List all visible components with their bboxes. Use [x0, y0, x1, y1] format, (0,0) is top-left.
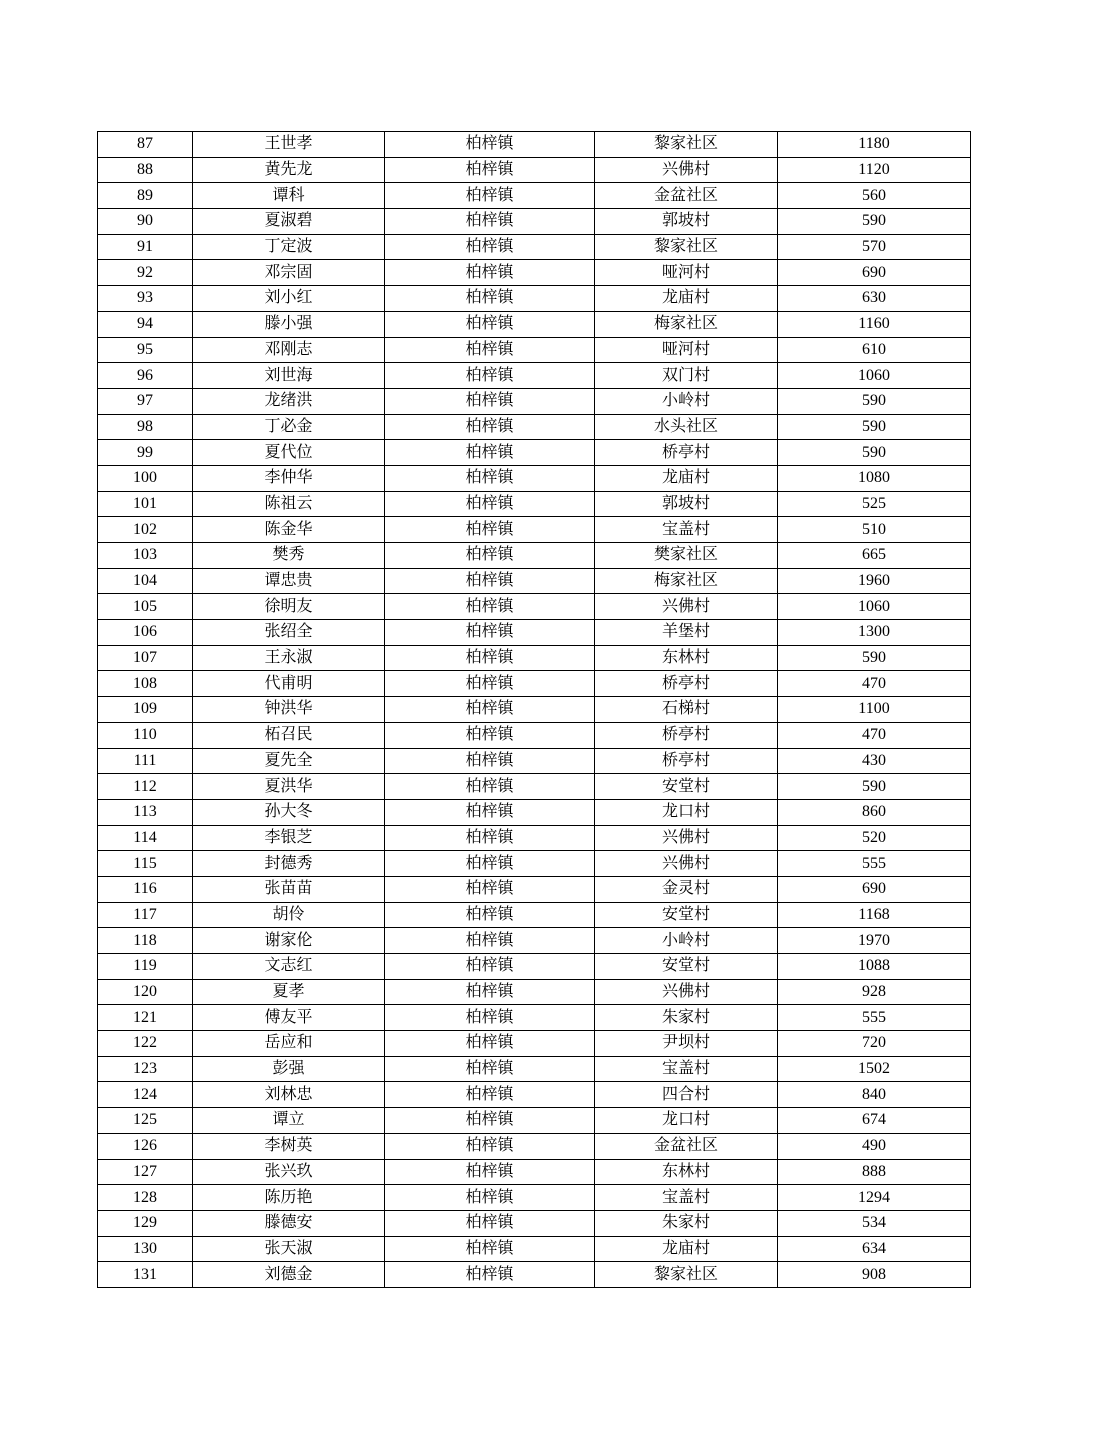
table-cell-town: 柏梓镇 — [385, 594, 595, 620]
table-cell-village: 桥亭村 — [595, 722, 778, 748]
table-cell-village: 双门村 — [595, 363, 778, 389]
table-cell-village: 桥亭村 — [595, 748, 778, 774]
table-cell-no: 101 — [98, 491, 193, 517]
table-row — [98, 979, 971, 1005]
table-cell-town: 柏梓镇 — [385, 1236, 595, 1262]
table-cell-town: 柏梓镇 — [385, 311, 595, 337]
table-cell-village: 四合村 — [595, 1082, 778, 1108]
table-cell-no: 124 — [98, 1082, 193, 1108]
table-cell-name: 柘召民 — [193, 722, 385, 748]
table-cell-name: 文志红 — [193, 954, 385, 980]
table-cell-no: 100 — [98, 465, 193, 491]
table-cell-village: 桥亭村 — [595, 671, 778, 697]
table-cell-name: 傅友平 — [193, 1005, 385, 1031]
table-cell-town: 柏梓镇 — [385, 286, 595, 312]
table-cell-amount: 470 — [778, 722, 971, 748]
table-cell-amount: 908 — [778, 1262, 971, 1288]
table-cell-no: 104 — [98, 568, 193, 594]
table-cell-name: 刘小红 — [193, 286, 385, 312]
table-cell-name: 钟洪华 — [193, 697, 385, 723]
table-cell-name: 王世孝 — [193, 132, 385, 158]
table-cell-no: 93 — [98, 286, 193, 312]
table-cell-name: 谢家伦 — [193, 928, 385, 954]
table-cell-no: 120 — [98, 979, 193, 1005]
table-cell-name: 孙大冬 — [193, 799, 385, 825]
table-cell-town: 柏梓镇 — [385, 1133, 595, 1159]
table-cell-no: 96 — [98, 363, 193, 389]
table-cell-village: 安堂村 — [595, 954, 778, 980]
table-cell-name: 谭科 — [193, 183, 385, 209]
table-row — [98, 722, 971, 748]
table-row — [98, 928, 971, 954]
table-row — [98, 543, 971, 569]
table-cell-village: 尹坝村 — [595, 1031, 778, 1057]
table-cell-amount: 1160 — [778, 311, 971, 337]
table-cell-town: 柏梓镇 — [385, 440, 595, 466]
table-cell-amount: 555 — [778, 1005, 971, 1031]
table-cell-amount: 1088 — [778, 954, 971, 980]
table-row — [98, 954, 971, 980]
table-cell-amount: 860 — [778, 799, 971, 825]
table-cell-village: 梅家社区 — [595, 311, 778, 337]
table-cell-village: 金盆社区 — [595, 183, 778, 209]
table-cell-name: 谭立 — [193, 1108, 385, 1134]
table-cell-name: 黄先龙 — [193, 157, 385, 183]
table-row — [98, 1236, 971, 1262]
table-cell-name: 滕小强 — [193, 311, 385, 337]
table-cell-name: 丁定波 — [193, 234, 385, 260]
table-cell-town: 柏梓镇 — [385, 337, 595, 363]
table-cell-town: 柏梓镇 — [385, 748, 595, 774]
table-cell-town: 柏梓镇 — [385, 363, 595, 389]
table-row — [98, 774, 971, 800]
table-cell-amount: 470 — [778, 671, 971, 697]
table-cell-amount: 490 — [778, 1133, 971, 1159]
table-cell-no: 107 — [98, 645, 193, 671]
table-cell-amount: 1960 — [778, 568, 971, 594]
table-cell-town: 柏梓镇 — [385, 979, 595, 1005]
table-cell-name: 夏先全 — [193, 748, 385, 774]
table-cell-village: 小岭村 — [595, 928, 778, 954]
table-cell-name: 龙绪洪 — [193, 388, 385, 414]
table-cell-amount: 430 — [778, 748, 971, 774]
records-table-body — [98, 132, 971, 1288]
table-row — [98, 363, 971, 389]
table-row — [98, 260, 971, 286]
table-cell-amount: 1100 — [778, 697, 971, 723]
table-cell-no: 89 — [98, 183, 193, 209]
table-cell-amount: 1502 — [778, 1056, 971, 1082]
table-cell-name: 夏代位 — [193, 440, 385, 466]
table-cell-town: 柏梓镇 — [385, 928, 595, 954]
table-cell-name: 樊秀 — [193, 543, 385, 569]
table-cell-village: 兴佛村 — [595, 851, 778, 877]
table-cell-amount: 1180 — [778, 132, 971, 158]
table-row — [98, 414, 971, 440]
table-cell-no: 121 — [98, 1005, 193, 1031]
table-row — [98, 286, 971, 312]
table-cell-village: 兴佛村 — [595, 979, 778, 1005]
table-cell-town: 柏梓镇 — [385, 465, 595, 491]
table-row — [98, 388, 971, 414]
table-row — [98, 209, 971, 235]
table-row — [98, 1262, 971, 1288]
table-row — [98, 568, 971, 594]
table-cell-village: 龙口村 — [595, 1108, 778, 1134]
table-cell-no: 112 — [98, 774, 193, 800]
table-cell-town: 柏梓镇 — [385, 1082, 595, 1108]
table-row — [98, 132, 971, 158]
table-cell-name: 王永淑 — [193, 645, 385, 671]
table-cell-amount: 840 — [778, 1082, 971, 1108]
table-cell-village: 黎家社区 — [595, 1262, 778, 1288]
table-cell-no: 129 — [98, 1210, 193, 1236]
table-cell-amount: 1294 — [778, 1185, 971, 1211]
table-cell-village: 东林村 — [595, 1159, 778, 1185]
table-cell-amount: 560 — [778, 183, 971, 209]
table-cell-no: 116 — [98, 876, 193, 902]
table-cell-village: 水头社区 — [595, 414, 778, 440]
table-cell-town: 柏梓镇 — [385, 774, 595, 800]
table-cell-name: 丁必金 — [193, 414, 385, 440]
table-cell-name: 李树英 — [193, 1133, 385, 1159]
table-cell-town: 柏梓镇 — [385, 697, 595, 723]
table-cell-village: 朱家村 — [595, 1005, 778, 1031]
table-cell-village: 兴佛村 — [595, 594, 778, 620]
table-cell-amount: 634 — [778, 1236, 971, 1262]
table-cell-amount: 1120 — [778, 157, 971, 183]
table-cell-amount: 525 — [778, 491, 971, 517]
table-cell-town: 柏梓镇 — [385, 799, 595, 825]
table-cell-name: 李银芝 — [193, 825, 385, 851]
table-cell-no: 88 — [98, 157, 193, 183]
table-row — [98, 671, 971, 697]
table-cell-no: 123 — [98, 1056, 193, 1082]
table-cell-name: 邓宗固 — [193, 260, 385, 286]
table-cell-village: 宝盖村 — [595, 517, 778, 543]
table-cell-amount: 888 — [778, 1159, 971, 1185]
table-cell-town: 柏梓镇 — [385, 1056, 595, 1082]
table-cell-village: 黎家社区 — [595, 234, 778, 260]
table-cell-amount: 570 — [778, 234, 971, 260]
table-cell-name: 张兴玖 — [193, 1159, 385, 1185]
table-row — [98, 799, 971, 825]
table-cell-no: 114 — [98, 825, 193, 851]
table-row — [98, 825, 971, 851]
table-cell-town: 柏梓镇 — [385, 388, 595, 414]
table-row — [98, 697, 971, 723]
table-row — [98, 620, 971, 646]
table-cell-no: 106 — [98, 620, 193, 646]
table-cell-village: 羊堡村 — [595, 620, 778, 646]
table-cell-no: 125 — [98, 1108, 193, 1134]
table-cell-amount: 928 — [778, 979, 971, 1005]
table-cell-name: 代甫明 — [193, 671, 385, 697]
table-cell-no: 131 — [98, 1262, 193, 1288]
table-cell-town: 柏梓镇 — [385, 722, 595, 748]
table-cell-name: 岳应和 — [193, 1031, 385, 1057]
table-cell-amount: 665 — [778, 543, 971, 569]
table-row — [98, 876, 971, 902]
table-row — [98, 1056, 971, 1082]
table-cell-village: 龙庙村 — [595, 286, 778, 312]
table-cell-village: 朱家村 — [595, 1210, 778, 1236]
table-cell-town: 柏梓镇 — [385, 491, 595, 517]
table-cell-name: 刘德金 — [193, 1262, 385, 1288]
table-row — [98, 851, 971, 877]
table-cell-village: 哑河村 — [595, 260, 778, 286]
table-cell-no: 126 — [98, 1133, 193, 1159]
table-cell-no: 109 — [98, 697, 193, 723]
table-row — [98, 183, 971, 209]
table-cell-village: 哑河村 — [595, 337, 778, 363]
table-cell-town: 柏梓镇 — [385, 414, 595, 440]
table-cell-village: 安堂村 — [595, 902, 778, 928]
table-cell-town: 柏梓镇 — [385, 543, 595, 569]
table-cell-village: 东林村 — [595, 645, 778, 671]
table-cell-town: 柏梓镇 — [385, 1185, 595, 1211]
table-cell-no: 108 — [98, 671, 193, 697]
table-cell-village: 兴佛村 — [595, 825, 778, 851]
table-cell-name: 谭忠贵 — [193, 568, 385, 594]
table-cell-town: 柏梓镇 — [385, 645, 595, 671]
table-cell-village: 宝盖村 — [595, 1185, 778, 1211]
table-row — [98, 902, 971, 928]
table-cell-name: 陈历艳 — [193, 1185, 385, 1211]
table-cell-no: 92 — [98, 260, 193, 286]
table-row — [98, 465, 971, 491]
table-cell-town: 柏梓镇 — [385, 825, 595, 851]
table-cell-village: 郭坡村 — [595, 491, 778, 517]
table-cell-name: 彭强 — [193, 1056, 385, 1082]
table-cell-no: 99 — [98, 440, 193, 466]
table-cell-name: 夏洪华 — [193, 774, 385, 800]
table-cell-town: 柏梓镇 — [385, 1159, 595, 1185]
table-cell-village: 郭坡村 — [595, 209, 778, 235]
table-cell-town: 柏梓镇 — [385, 260, 595, 286]
table-cell-name: 刘林忠 — [193, 1082, 385, 1108]
table-cell-village: 龙口村 — [595, 799, 778, 825]
table-cell-amount: 720 — [778, 1031, 971, 1057]
table-cell-village: 石梯村 — [595, 697, 778, 723]
table-row — [98, 157, 971, 183]
table-cell-amount: 534 — [778, 1210, 971, 1236]
table-row — [98, 517, 971, 543]
table-cell-no: 91 — [98, 234, 193, 260]
table-cell-name: 刘世海 — [193, 363, 385, 389]
table-row — [98, 234, 971, 260]
table-cell-amount: 1300 — [778, 620, 971, 646]
table-cell-village: 金灵村 — [595, 876, 778, 902]
table-row — [98, 1185, 971, 1211]
table-cell-name: 滕德安 — [193, 1210, 385, 1236]
table-cell-name: 胡伶 — [193, 902, 385, 928]
table-cell-amount: 590 — [778, 774, 971, 800]
table-cell-amount: 555 — [778, 851, 971, 877]
table-cell-no: 95 — [98, 337, 193, 363]
table-row — [98, 440, 971, 466]
table-cell-amount: 674 — [778, 1108, 971, 1134]
table-row — [98, 594, 971, 620]
table-cell-amount: 610 — [778, 337, 971, 363]
table-cell-amount: 590 — [778, 440, 971, 466]
table-cell-no: 97 — [98, 388, 193, 414]
table-cell-village: 龙庙村 — [595, 465, 778, 491]
table-cell-amount: 630 — [778, 286, 971, 312]
table-cell-name: 封德秀 — [193, 851, 385, 877]
table-cell-town: 柏梓镇 — [385, 671, 595, 697]
table-cell-name: 陈金华 — [193, 517, 385, 543]
table-cell-amount: 510 — [778, 517, 971, 543]
table-cell-amount: 690 — [778, 260, 971, 286]
table-row — [98, 1133, 971, 1159]
table-cell-amount: 590 — [778, 414, 971, 440]
table-row — [98, 645, 971, 671]
table-cell-amount: 590 — [778, 388, 971, 414]
table-cell-no: 98 — [98, 414, 193, 440]
table-cell-no: 105 — [98, 594, 193, 620]
table-cell-town: 柏梓镇 — [385, 1005, 595, 1031]
table-row — [98, 337, 971, 363]
table-cell-no: 118 — [98, 928, 193, 954]
table-cell-amount: 590 — [778, 645, 971, 671]
table-cell-no: 110 — [98, 722, 193, 748]
table-cell-town: 柏梓镇 — [385, 1108, 595, 1134]
table-cell-no: 117 — [98, 902, 193, 928]
table-row — [98, 1210, 971, 1236]
table-cell-name: 李仲华 — [193, 465, 385, 491]
table-cell-no: 94 — [98, 311, 193, 337]
table-cell-town: 柏梓镇 — [385, 1210, 595, 1236]
records-table — [97, 131, 971, 1288]
table-cell-no: 113 — [98, 799, 193, 825]
table-cell-name: 徐明友 — [193, 594, 385, 620]
table-cell-town: 柏梓镇 — [385, 209, 595, 235]
table-cell-no: 119 — [98, 954, 193, 980]
table-row — [98, 1031, 971, 1057]
table-cell-amount: 690 — [778, 876, 971, 902]
table-cell-town: 柏梓镇 — [385, 183, 595, 209]
table-cell-town: 柏梓镇 — [385, 1262, 595, 1288]
table-cell-name: 陈祖云 — [193, 491, 385, 517]
table-cell-no: 111 — [98, 748, 193, 774]
table-row — [98, 1108, 971, 1134]
table-cell-town: 柏梓镇 — [385, 568, 595, 594]
table-cell-town: 柏梓镇 — [385, 902, 595, 928]
table-cell-village: 黎家社区 — [595, 132, 778, 158]
table-cell-no: 102 — [98, 517, 193, 543]
table-cell-amount: 520 — [778, 825, 971, 851]
table-cell-amount: 1970 — [778, 928, 971, 954]
table-cell-amount: 1080 — [778, 465, 971, 491]
table-cell-village: 金盆社区 — [595, 1133, 778, 1159]
table-row — [98, 1005, 971, 1031]
table-cell-town: 柏梓镇 — [385, 517, 595, 543]
table-cell-name: 夏淑碧 — [193, 209, 385, 235]
table-cell-village: 小岭村 — [595, 388, 778, 414]
table-cell-village: 安堂村 — [595, 774, 778, 800]
table-cell-village: 桥亭村 — [595, 440, 778, 466]
table-row — [98, 1082, 971, 1108]
table-cell-amount: 590 — [778, 209, 971, 235]
table-cell-town: 柏梓镇 — [385, 876, 595, 902]
table-cell-no: 127 — [98, 1159, 193, 1185]
table-cell-town: 柏梓镇 — [385, 954, 595, 980]
table-row — [98, 491, 971, 517]
table-cell-village: 龙庙村 — [595, 1236, 778, 1262]
table-cell-town: 柏梓镇 — [385, 851, 595, 877]
table-cell-village: 樊家社区 — [595, 543, 778, 569]
table-cell-town: 柏梓镇 — [385, 234, 595, 260]
table-cell-name: 张苗苗 — [193, 876, 385, 902]
table-cell-no: 90 — [98, 209, 193, 235]
table-cell-no: 130 — [98, 1236, 193, 1262]
table-cell-name: 夏孝 — [193, 979, 385, 1005]
table-cell-name: 邓刚志 — [193, 337, 385, 363]
table-cell-amount: 1060 — [778, 594, 971, 620]
table-cell-name: 张绍全 — [193, 620, 385, 646]
table-cell-amount: 1168 — [778, 902, 971, 928]
table-cell-town: 柏梓镇 — [385, 132, 595, 158]
table-cell-town: 柏梓镇 — [385, 1031, 595, 1057]
table-cell-town: 柏梓镇 — [385, 620, 595, 646]
table-row — [98, 748, 971, 774]
table-cell-village: 兴佛村 — [595, 157, 778, 183]
table-cell-no: 103 — [98, 543, 193, 569]
table-cell-no: 87 — [98, 132, 193, 158]
table-row — [98, 1159, 971, 1185]
table-cell-name: 张天淑 — [193, 1236, 385, 1262]
table-cell-no: 122 — [98, 1031, 193, 1057]
table-cell-town: 柏梓镇 — [385, 157, 595, 183]
table-cell-village: 宝盖村 — [595, 1056, 778, 1082]
table-row — [98, 311, 971, 337]
table-cell-no: 128 — [98, 1185, 193, 1211]
table-cell-amount: 1060 — [778, 363, 971, 389]
table-cell-village: 梅家社区 — [595, 568, 778, 594]
table-cell-no: 115 — [98, 851, 193, 877]
